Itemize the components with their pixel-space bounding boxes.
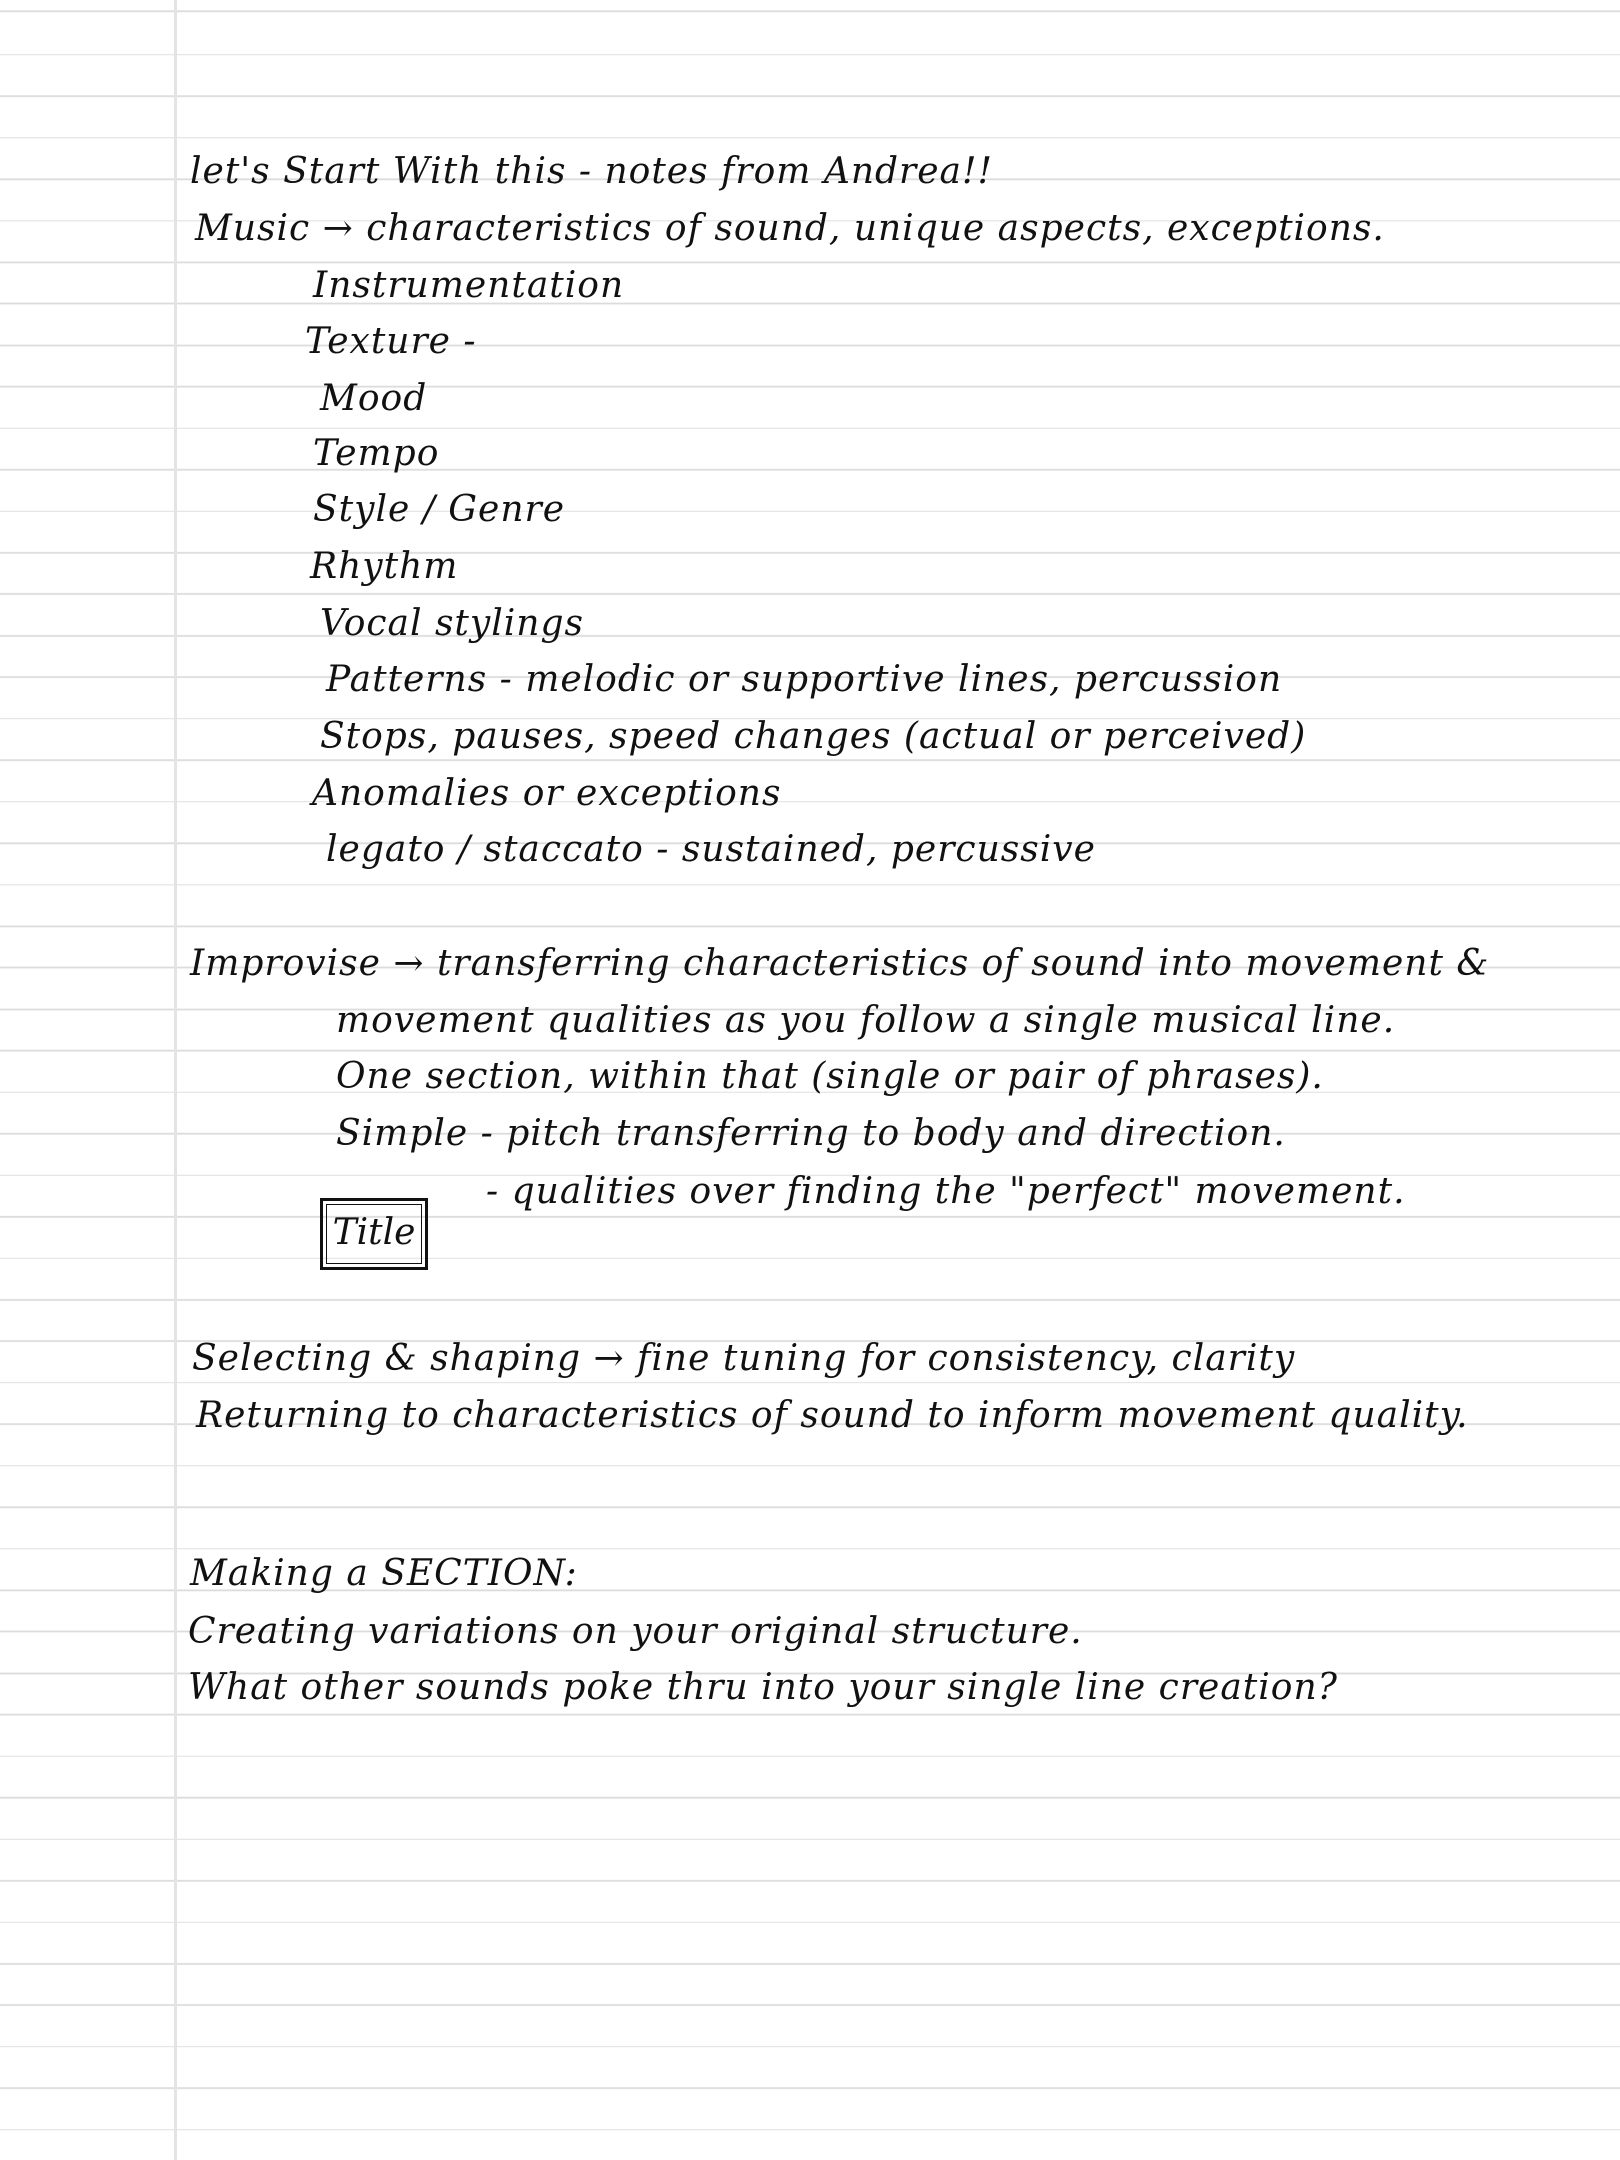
section-line-2: Creating variations on your original structure. xyxy=(188,1611,1083,1652)
music-item-patterns: Patterns - melodic or supportive lines, percussion xyxy=(326,659,1283,700)
music-item-tempo: Tempo xyxy=(313,433,440,474)
music-item-rhythm: Rhythm xyxy=(310,546,459,587)
music-item-vocal-stylings: Vocal stylings xyxy=(320,603,584,644)
intro-line: let's Start With this - notes from Andrea!! xyxy=(190,151,993,192)
improvise-line-5: - qualities over finding the "perfect" movement. xyxy=(486,1171,1406,1212)
music-item-stops: Stops, pauses, speed changes (actual or perceived) xyxy=(320,716,1307,757)
music-item-mood: Mood xyxy=(320,378,428,419)
title-box-label: Title xyxy=(332,1212,416,1253)
improvise-line-2: movement qualities as you follow a single musical line. xyxy=(336,1000,1396,1041)
music-item-style-genre: Style / Genre xyxy=(313,489,566,530)
music-item-anomalies: Anomalies or exceptions xyxy=(312,773,782,814)
section-line-3: What other sounds poke thru into your single line creation? xyxy=(188,1667,1338,1708)
improvise-line-4: Simple - pitch transferring to body and direction. xyxy=(336,1113,1286,1154)
title-box xyxy=(320,1198,428,1270)
selecting-line-1: Selecting & shaping → fine tuning for consistency, clarity xyxy=(192,1338,1296,1379)
section-line-1: Making a SECTION: xyxy=(190,1553,578,1594)
music-item-texture: Texture - xyxy=(305,321,477,362)
music-item-legato: legato / staccato - sustained, percussive xyxy=(326,829,1096,870)
improvise-line-1: Improvise → transferring characteristics of sound into movement & xyxy=(190,943,1490,984)
margin-line xyxy=(174,0,177,2160)
music-heading: Music → characteristics of sound, unique aspects, exceptions. xyxy=(195,208,1385,249)
selecting-line-2: Returning to characteristics of sound to inform movement quality. xyxy=(196,1395,1469,1436)
music-item-instrumentation: Instrumentation xyxy=(313,265,625,306)
improvise-line-3: One section, within that (single or pair of phrases). xyxy=(336,1056,1324,1097)
